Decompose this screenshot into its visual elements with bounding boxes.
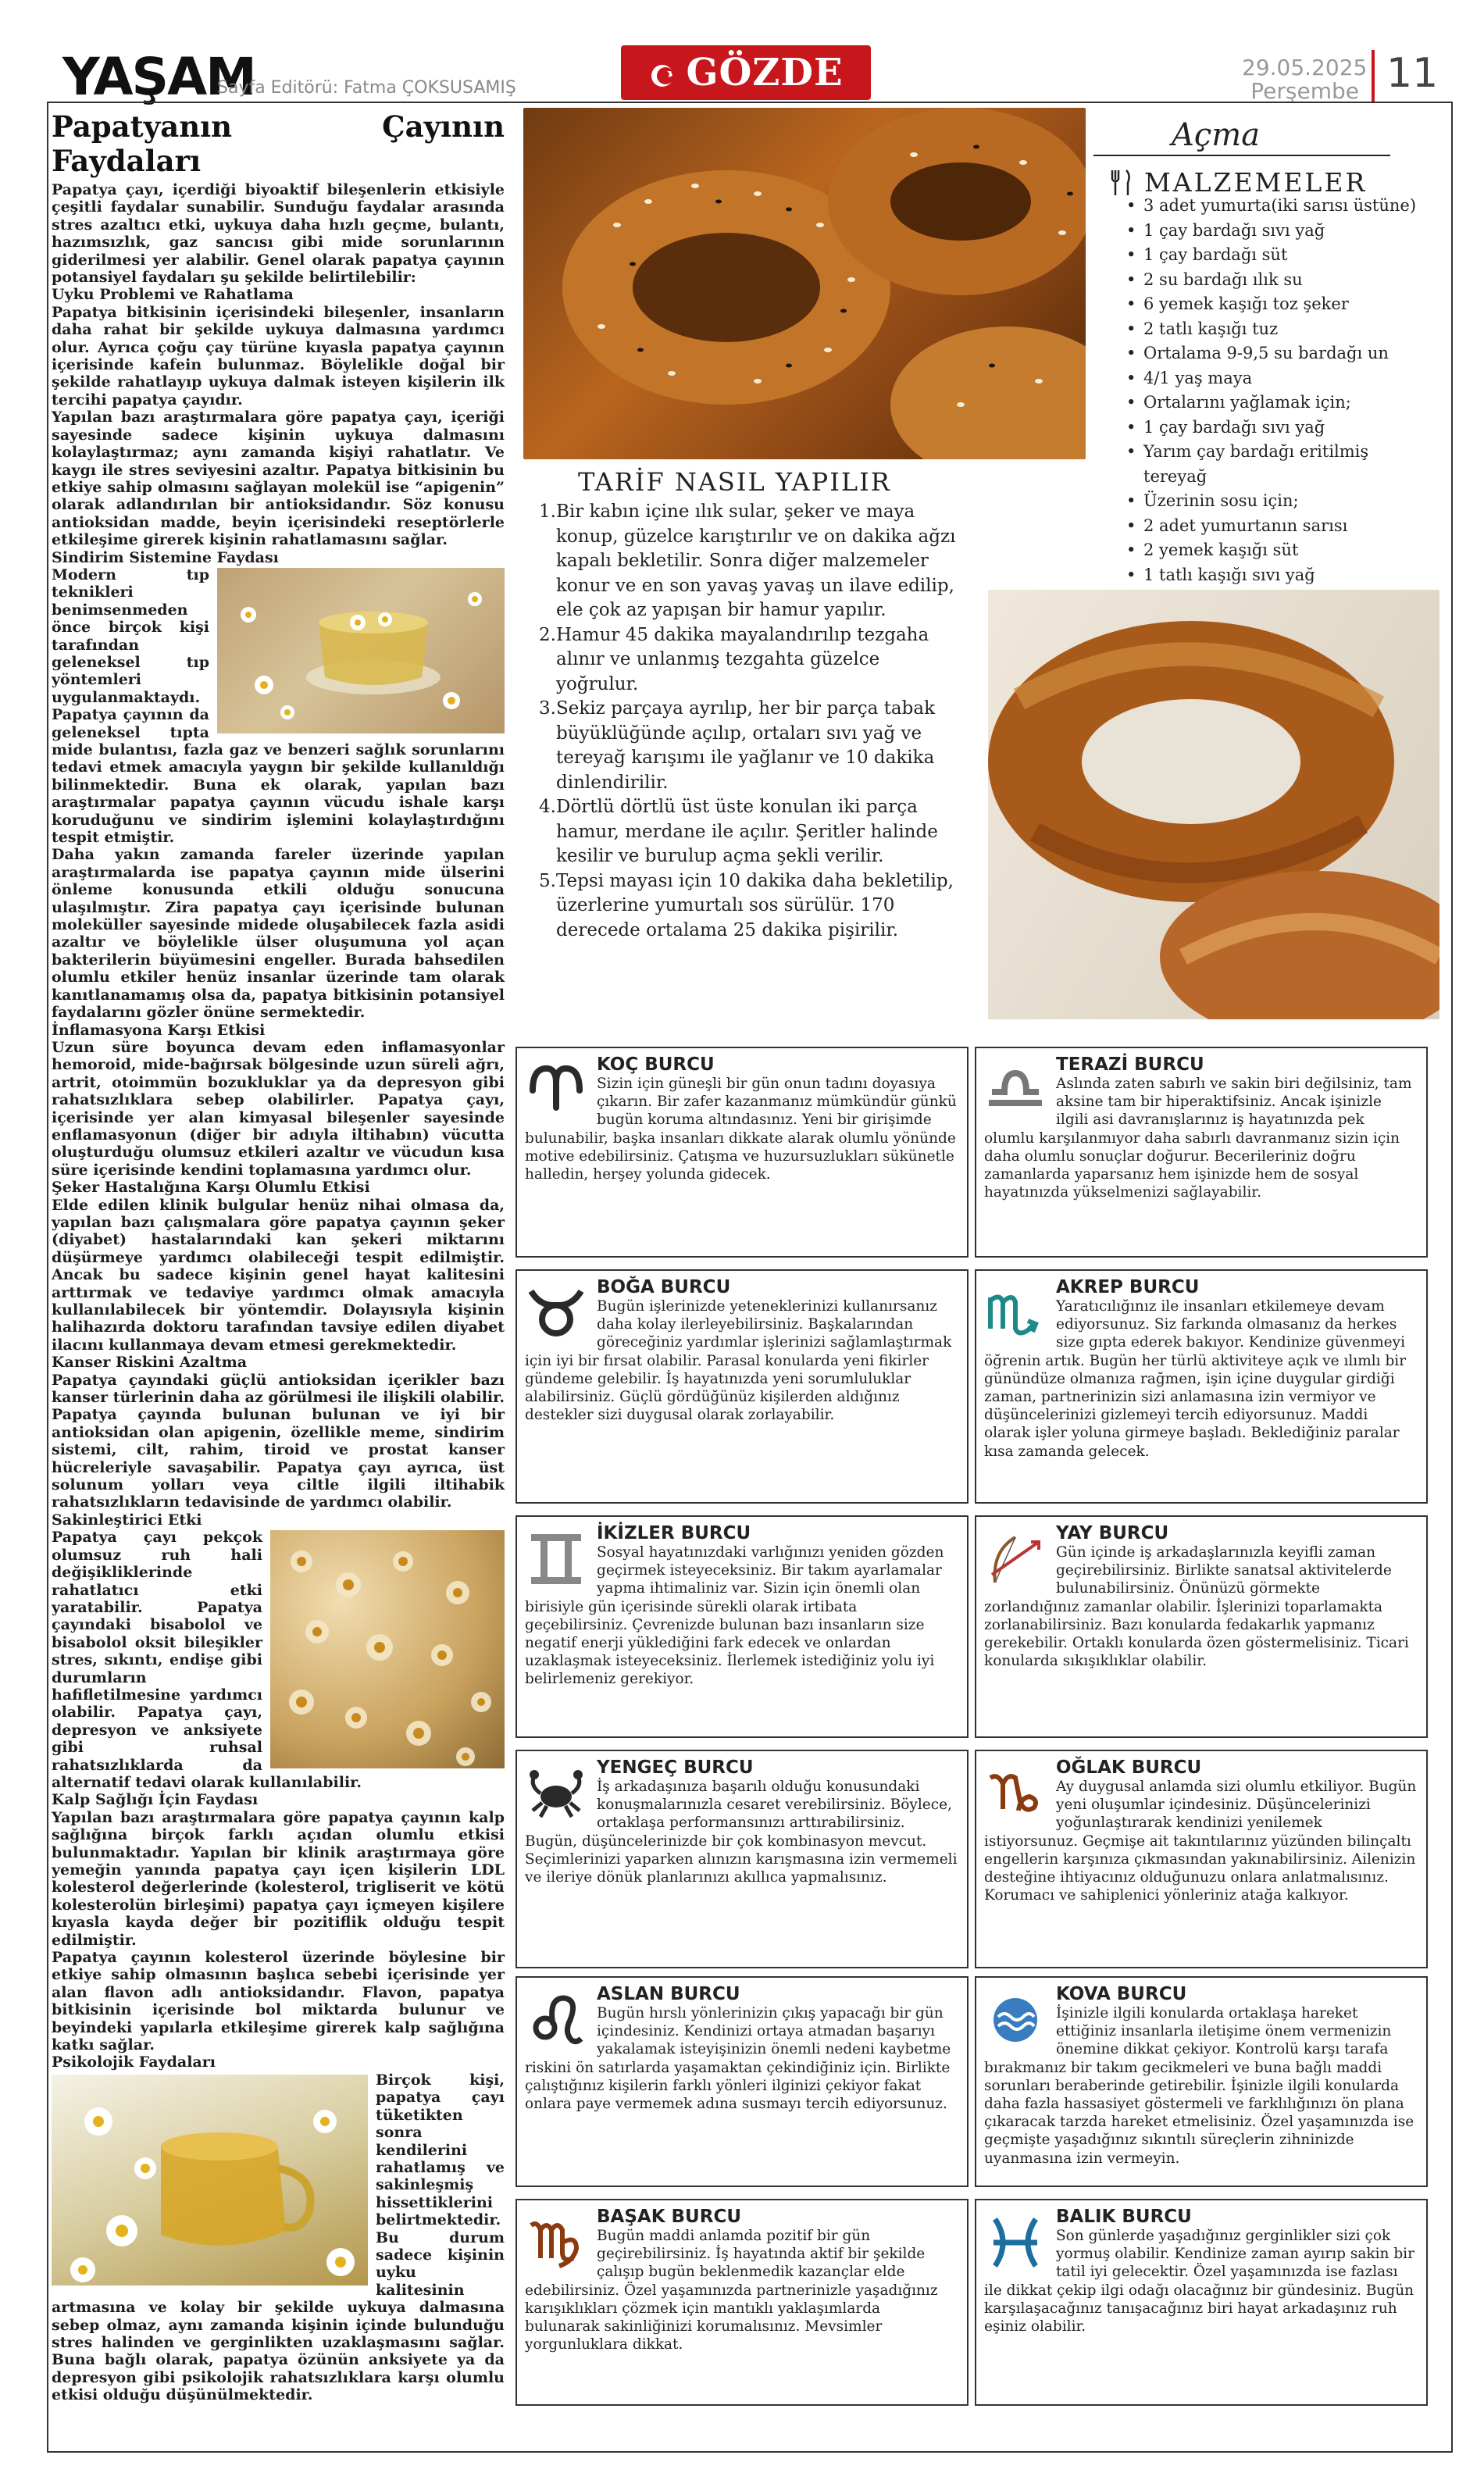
article-title: Papatyanın Çayının Faydaları [52,109,505,178]
horoscope-card [975,1515,1428,1738]
section-heading: İnflamasyona Karşı Etkisi [52,1021,266,1039]
logo-text: GÖZDE [686,51,844,95]
taurus-icon [525,1282,587,1346]
horoscope-text: Gün içinde iş arkadaşlarınızla keyifli zaman geçirebilirsiniz. Birlikte sanatsal aktivitelerde bulunabilirsiniz. Önünüzü görmekte zorlandığınız zamanlar olabilir. İşlerinizi toparlamakta zorlanabilirsiniz. Bazı konularda fedakarlık yapmanız gerekebilir. Ortaklı konularda özen göstermelisiniz. Ticari konularda sıkışıklıklar olabilir. [984,1544,1409,1670]
horoscope-card [975,1269,1428,1504]
horoscope-sign-name: AKREP BURCU [1056,1277,1200,1297]
chamomile-tea-cup-photo [217,568,505,733]
article-paragraph: Birçok kişi, papatya çayı tüketikten sonra kendilerini rahatlamış ve sakinleşmiş hissettiklerini belirtmektedir. Bu durum sadece kişinin uyku kalitesinin artmasına ve kolay bir şekilde uykuya dalmasına sebep olmaz, aynı zamanda kişinin içinde bulunduğu stres halinden ve gerginlikten uzaklaşmasını sağlar. Buna bağlı olarak, papatya özünün anksiyete ya da depresyon gibi psikolojik rahatsızlıklara karşı olumlu etkisi olduğu düşünülmektedir. [52,2071,505,2404]
ingredient-item: • 2 tatlı kaşığı tuz [1125,317,1453,342]
step-text: Sekiz parçaya ayrılıp, her bir parça tabak büyüklüğünde açılıp, ortaları sıvı yağ ve tereyağ karışımı ile yağlanır ve 10 dakika dinlendirilir. [556,698,936,793]
horoscope-text: İş arkadaşınıza başarılı olduğu konusundaki konuşmalarınızla cesaret verebilirsiniz. Böylece, ortaklaşa performansınızı arttırabilirsiniz. Bugün, düşüncelerinizde bir çok kombinasyon mevcut. Seçimlerinizi yaparken alınızın karışmasına izin vermemeli ve ileriye dönük planlarınızı akıllıca yapmalısınız. [525,1779,958,1886]
horoscope-text: Sizin için güneşli bir gün onun tadını doyasıya çıkarın. Bir zafer kazanmanız mümkündür günkü bugün koruma altındasınız. Yeni bir girişimde bulunabilir, başka insanları dikkate alarak olumlu yönünde motive edebilirsiniz. Çatışma ve huzursuzlukları sükünetle halledin, herşey yolunda gidecek. [525,1076,957,1183]
horoscope-sign-name: BOĞA BURCU [597,1277,731,1297]
horoscope-text: Son günlerde yaşadığınız gerginlikler sizi çok yormuş olabilir. Kendinize zaman ayırıp sakin bir tatil iyi gelecektir. Özel yaşamınızda ise fazlası ile dikkat çekip ilgi odağı olacağınız bir gündesiniz. Bugün karşılaşacağınız tanışacağınız biri hayat arkadaşınız ruh eşiniz olabilir. [984,2228,1414,2335]
scorpio-icon [984,1282,1047,1346]
horoscope-sign-name: YAY BURCU [1056,1523,1169,1543]
gemini-icon [525,1528,587,1592]
horoscope-card [515,1750,969,1968]
horoscope-sign-name: BALIK BURCU [1056,2207,1192,2227]
article-paragraph: Papatya bitkisinin içerisindeki bileşenler, insanların daha rahat bir şekilde uykuya dalmasına yardımcı olur. Ayrıca çoğu çay türüne kıyasla papatya çayının içerisinde kafein bulunmaz. Böylelikle doğal bir şekilde rahatlayıp uykuya dalmak isteyen kişilerin ilk tercihi papatya çayıdır. [52,303,505,409]
aquarius-icon [984,1989,1047,2053]
horoscope-text: Aslında zaten sabırlı ve sakin biri değilsiniz, tam aksine tam bir hiperaktifsiniz. Ancak işinizle ilgili asi davranışlarınız iş hayatınızda pek olumlu karşılanmıyor daha sabırlı davranmanız sizin için daha olumlu sonuçlar doğurur. Becerileriniz doğru zamanlarda yaparsanız hem işinizde hem de sosyal hayatınızda yükselmenizi sağlayabilir. [984,1076,1412,1201]
libra-icon [984,1059,1047,1123]
ingredient-item: • 1 çay bardağı sıvı yağ [1125,219,1453,244]
ingredient-item: tereyağ [1143,466,1208,486]
horoscope-sign-name: OĞLAK BURCU [1056,1757,1202,1778]
section-heading: Kanser Riskini Azaltma [52,1354,248,1372]
horoscope-text: Bugün maddi anlamda pozitif bir gün geçirebilirsiniz. İş hayatında aktif bir şekilde çalışıp bugün beklenmedik kazançlar elde edebilirsiniz. Özel yaşamınızda partnerinizle yaşadığınız karışıklıkları çözmek için mantıklı yaklaşımlarda bulunarak sakinliğinizi korumalısınız. Mevsimler yorgunluklara dikkat. [525,2228,938,2353]
horoscope-sign-name: ASLAN BURCU [597,1984,740,2004]
dried-chamomile-photo [270,1530,505,1768]
crescent-star-icon [648,57,680,88]
horoscope-card [515,1976,969,2187]
recipe-step [539,500,961,623]
article-paragraph: Papatya çayının kolesterol üzerinde böylesine bir etkiye sahip olmasının başlıca sebebi içerisinde yer alan flavon adlı antioksidandır. Flavon, papatya bitkisinin içerisinde bol miktarda bulunur ve beyindeki yapılarla etkileşime girerek kalp sağlığına katkı sağlar. [52,1949,505,2054]
chamomile-tea-pot-photo [52,2075,368,2286]
article-paragraph: Papatya çayı pekçok olumsuz ruh hali değişikliklerinde rahatlatıcı etki yaratabilir. Papatya çayındaki bisabolol ve bisabolol oksit bileşikler stres, sıkıntı, endişe gibi durumların hafifletilmesine yardımcı olabilir. Papatya çayı, depresyon ve anksiyete gibi ruhsal rahatsızlıklarda da alternatif tedavi olarak kullanılabilir. [52,1529,362,1791]
capricorn-icon [984,1762,1047,1826]
issue-date-block [1242,55,1368,104]
ingredient-item: • 2 adet yumurtanın sarısı [1125,514,1453,539]
page-editor: Sayfa Editörü: Fatma ÇOKSUSAMIŞ [217,78,516,98]
ingredient-item: • Yarım çay bardağı eritilmiş [1125,440,1453,465]
article-paragraph: Yapılan bazı araştırmalara göre papatya çayı, içeriği sayesinde sadece kişinin uykuya dalmasını kolaylaştırmaz; aynı zamanda kişiyi rahatlatır. Ve kaygı ile stres seviyesini azaltır. Papatya bitkisinin bu etkiye sahip olmasını sağlayan molekül ise “apigenin” olarak adlandırılan bir antioksidandır. Söz konusu antioksidan madde, beyin içerisindeki reseptörlerle etkileşime girerek kişinin rahatlamasını sağlar. [52,409,505,549]
page-number: 11 [1386,50,1439,97]
ingredient-item: • 1 çay bardağı süt [1125,243,1453,268]
horoscope-text: Sosyal hayatınızdaki varlığınızı yeniden gözden geçirmek isteyeceksiniz. Bir takım ayarlamalar yapma ihtimaliniz var. Sizin için önemli olan birisiyle gün içerisinde sürekli olarak irtibata geçebilirsiniz. Çevrenizde bulunan bazı insanların size negatif enerji yüklediğini fark edecek ve onlardan uzaklaşmak isteyeceksiniz. İlerlemek istediğiniz yolu iyi belirlemeniz gerekiyor. [525,1544,944,1688]
ingredient-item: • 1 tatlı kaşığı sıvı yağ [1125,563,1453,588]
step-text: Hamur 45 dakika mayalandırılıp tezgaha alınır ve unlanmış tezgahta güzelce yoğrulur. [556,624,929,694]
pisces-icon [984,2211,1047,2275]
ingredient-item: • 2 yemek kaşığı süt [1125,538,1453,563]
section-heading: Kalp Sağlığı İçin Faydası [52,1791,259,1809]
horoscope-sign-name: TERAZİ BURCU [1056,1054,1204,1075]
horoscope-card [515,1515,969,1738]
horoscope-sign-name: YENGEÇ BURCU [597,1757,754,1778]
aries-icon [525,1059,587,1123]
ingredient-item: • 2 su bardağı ılık su [1125,268,1453,293]
ingredient-item: • 4/1 yaş maya [1125,366,1453,391]
ingredient-item: • 6 yemek kaşığı toz şeker [1125,292,1453,317]
article-paragraph: Yapılan bazı araştırmalara göre papatya çayının kalp sağlığına birçok farklı açıdan olumlu etkisi bulunmaktadır. Yapılan bir klinik araştırmaya göre yemeğin yanında papatya çayı içen kişilerin LDL kolesterol değerlerinde (kolesterol, trigliserit ve kötü kolesterolün birleşimi) papatya çayı içmeyen kişilere kıyasla kayda değer bir pozitiflik olduğu tespit edilmiştir. [52,1808,505,1949]
step-number: 1. [539,501,556,522]
acma-bread-photo-right [988,590,1439,1019]
ingredient-item: • 3 adet yumurta(iki sarısı üstüne) [1125,194,1453,219]
horoscope-text: Yaratıcılığınız ile insanları etkilemeye devam ediyorsunuz. Siz farkında olmasanız da herkes size gıpta ederek bakıyor. Kendinize güvenmeyi öğrenin artık. Bugün her türlü aktiviteye açık ve ılımlı bir günündüze olmanıza rağmen, işin içine duygular girdiği zaman, partnerinizin sizi anlamasına izin vermiyor ve düşüncelerinizi gizlemeyi tercih ediyorsunuz. Maddi olarak işler yoluna girmeye başladı. Beklediğiniz paralar kısa zamanda gelecek. [984,1298,1407,1460]
article-column [52,109,505,2404]
recipe-step [539,795,961,869]
steps-heading: TARİF NASIL YAPILIR [578,467,891,497]
article-paragraph: Uzun süre boyunca devam eden inflamasyonlar hemoroid, mide-bağırsak bölgesinde uzun süreli ağrı, artrit, otoimmün bozukluklar ya da depresyon gibi rahatsızlıklara sebep olabilirler. Papatya çayı, içerisinde yer alan kimyasal bileşenler sayesinde enflamasyonun (diğer bir adıyla iltihabın) vücutta oluşturduğu olumsuz etkileri azaltır ve vücudun kısa süre içerisinde kendini toplamasına yardımcı olur. [52,1038,505,1179]
ingredient-item: • Ortalarını yağlamak için; [1125,391,1453,416]
horoscope-card [975,1750,1428,1968]
step-text: Tepsi mayası için 10 dakika daha bekletilip, üzerlerine yumurtalı sos sürülür. 170 derecede ortalama 25 dakika pişirilir. [556,870,954,940]
recipe-step [539,869,961,944]
acma-bread-photo-top [523,108,1086,459]
article-paragraph: Modern tıp teknikleri benimsenmeden önce birçok kişi tarafından geleneksel tıp yöntemleri uygulanmaktaydı. Papatya çayının da geleneksel tıpta mide bulantısı, fazla gaz ve benzeri sağlık sorunlarını tedavi etmek amacıyla yaygın bir şekilde kullanıldığı bilinmektedir. Buna ek olarak, yapılan bazı araştırmalar papatya çayının vücudu ishale karşı koruduğunu ve sindirim işlemini kolaylaştırdığını tespit etmiştir. [52,566,505,847]
horoscope-text: İşinizle ilgili konularda ortaklaşa hareket ettiğiniz insanlarla iletişime önem vermenizin önemine dikkat çekiyor. Kontrolü karşı tarafa bırakmanız bir takım gecikmeleri ve buna bağlı maddi sorunları beraberinde getirebilir. İşinizle ilgili konularda daha fazla hassasiyet göstermeli ve farklılığınızı ön plana çıkaracak tarzda hareket etmelisiniz. Özel yaşamınızda ise geçmişte yaşadığınız sıkıntılı süreçlerin zihninizde uyanmasına izin vermeyin. [984,2005,1414,2167]
virgo-icon [525,2211,587,2275]
section-heading: Psikolojik Faydaları [52,2054,216,2071]
horoscope-card [975,1047,1428,1258]
steps-list [539,500,961,943]
horoscope-text: Bugün hırslı yönlerinizin çıkış yapacağı bir gün içindesiniz. Kendinizi ortaya atmadan başarıyı yakalamak isteyişinizin önemli nedeni kaybetme riskini ön satırlarda yaşamaktan çekindiğiniz için. Birlikte çalıştığınız kişilerin farklı yönleri ilginizi çekiyor fakat onlara paye vermemek adına susmayı tercih ediyorsunuz. [525,2005,951,2113]
ingredient-item: • Ortalama 9-9,5 su bardağı un [1125,341,1453,366]
horoscope-text: Bugün işlerinizde yeteneklerinizi kullanırsanız daha kolay ilerleyebilirsiniz. Başkalarından göreceğiniz yardımlar işlerinizi sağlamlaştırmak için iyi bir fırsat olabilir. Parasal konularda yeni fikirler gündeme gelebilir. İş hayatınızda yeni sorumluluklar alabilirsiniz. Güçlü gördüğünüz kişilerden aldığınız destekler sizi duygusal olarak zorlayabilir. [525,1298,952,1424]
leo-icon [525,1989,587,2053]
ingredients-list [1125,194,1453,587]
step-number: 4. [539,797,556,817]
recipe-title: Açma [1172,117,1261,153]
sagittarius-icon [984,1528,1047,1592]
horoscope-sign-name: BAŞAK BURCU [597,2207,741,2227]
section-heading: Uyku Problemi ve Rahatlama [52,286,294,304]
horoscope-sign-name: İKİZLER BURCU [597,1523,751,1543]
horoscope-card [515,2199,969,2406]
header-divider [1372,50,1375,102]
ingredients-heading: MALZEMELER [1144,167,1368,198]
issue-day: Perşembe [1250,78,1359,104]
step-text: Dörtlü dörtlü üst üste konulan iki parça hamur, merdane ile açılır. Şeritler halinde kesilir ve burulup açma şekli verilir. [556,797,938,866]
ingredient-item: • Üzerinin sosu için; [1125,489,1453,514]
ingredient-item: • 1 çay bardağı sıvı yağ [1125,416,1453,441]
horoscope-card [975,2199,1428,2406]
recipe-step [539,623,961,698]
section-heading: Şeker Hastalığına Karşı Olumlu Etkisi [52,1179,370,1197]
cancer-icon [525,1762,587,1826]
section-heading: Sindirim Sistemine Faydası [52,548,279,566]
article-intro: Papatya çayı, içerdiği biyoaktif bileşenlerin etkisiyle çeşitli faydalar sunabilir. Sunduğu faydalar arasında stres azaltıcı etki, uykuya daha hızlı geçme, bulantı, hazımsızlık, gaz sancısı gibi mide sorunlarının giderilmesi yer alabilir. Genel olarak papatya çayının potansiyel faydaları şu şekilde belirtilebilir: [52,181,505,287]
recipe-title-underline [1093,155,1390,156]
step-text: Bir kabın içine ılık sular, şeker ve maya konup, güzelce karıştırılır ve on dakika ağzı kapalı bekletilir. Sonra diğer malzemeler konur ve en son yavaş yavaş un ilave edilip, ele çok az yapışan bir hamur yapılır. [556,501,956,620]
horoscope-card [515,1047,969,1258]
step-number: 2. [539,624,556,645]
issue-date: 29.05.2025 [1242,55,1368,80]
article-paragraph: Elde edilen klinik bulgular henüz nihai olmasa da, yapılan bazı çalışmalara göre papatya çayının şeker (diyabet) hastalarındaki kan şekeri miktarını düşürmeye yardımcı olabileceği tespit edilmiştir. Ancak bu sadece kişinin genel hayat kalitesini arttırmak ve tedaviye yardımcı olmak amacıyla kullanılabilecek bir yöntemdir. Dolayısıyla kişinin halihazırda doktoru tarafından tavsiye edilen diyabet ilacını kullanmaya devam etmesi gerekmektedir. [52,1196,505,1354]
section-heading: Sakinleştirici Etki [52,1511,202,1529]
article-paragraph: Daha yakın zamanda fareler üzerinde yapılan araştırmalarda ise papatya çayının mide ülserini önleme konusunda etkili olduğu sonucuna ulaşılmıştır. Zira papatya çayı içerisinde bulunan moleküller sayesinde midede oluşabilecek fazla asidi azaltır ve böylelikle ülser oluşumuna yol açan bakterilerin büyümesini engeller. Burada bahsedilen olumlu etkiler henüz insanlar üzerinde tam olarak kanıtlanamamış olsa da, papatya bitkisinin potansiyel faydalarını gözler önüne sermektedir. [52,846,505,1022]
horoscope-card [975,1976,1428,2187]
section-title: YAŞAM [62,47,255,107]
horoscope-sign-name: KOVA BURCU [1056,1984,1187,2004]
recipe-step [539,697,961,795]
step-number: 5. [539,870,556,891]
newspaper-logo[interactable] [621,45,871,100]
horoscope-sign-name: KOÇ BURCU [597,1054,715,1075]
article-paragraph: Papatya çayındaki güçlü antioksidan içerikler bazı kanser türlerinin daha az görülmesi ile ilişkili olabilir. Papatya çayında bulunan bulunan ve iyi bir antioksidan olan apigenin, özellikle meme, sindirim sistemi, cilt, rahim, tiroid ve prostat kanser hücreleriyle savaşabilir. Papatya çayı ayrıca, üst solunum yolları veya ciltle ilgili iltihabik rahatsızlıkların tedavisinde de yardımcı olabilir. [52,1371,505,1511]
horoscope-card [515,1269,969,1504]
step-number: 3. [539,698,556,719]
horoscope-text: Ay duygusal anlamda sizi olumlu etkiliyor. Bugün yeni oluşumlar içindesiniz. Düşüncelerinizi yoğunlaştırarak kendinizi yenilemek istiyorsunuz. Geçmişe ait takıntılarınız yüzünden bilinçaltı engellerin karşınıza çıkmasından yakınabilirsiniz. Ailenizin desteğine ihtiyacınız olduğunuzu onlara anlatmalısınız. Korumacı ve sahiplenici yönleriniz atağa kalkıyor. [984,1779,1417,1904]
